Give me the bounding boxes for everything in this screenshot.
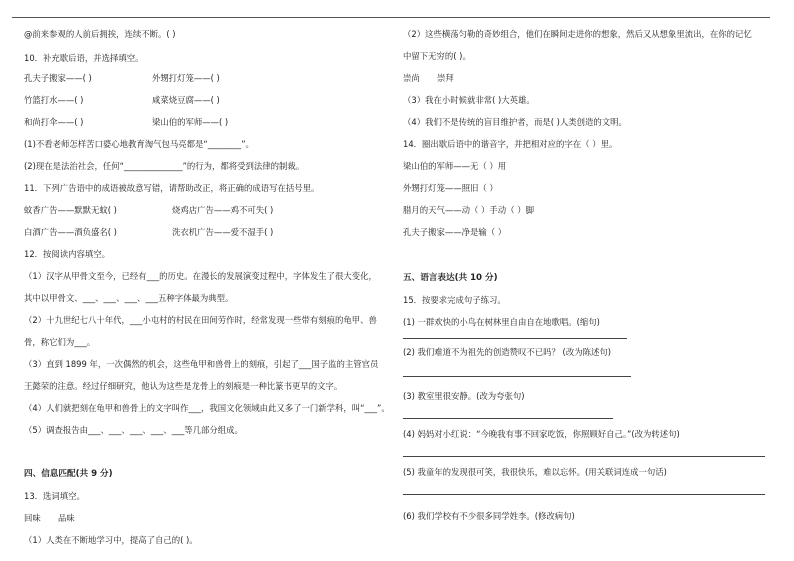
homophone-item-2: 外甥打灯笼——照旧（ ） bbox=[403, 183, 498, 193]
reading-para-5: （5）调查报告由___、___、___、___、___等几部分组成。 bbox=[24, 425, 243, 435]
question-12-title: 12．按阅读内容填空。 bbox=[24, 249, 111, 259]
question-14-title: 14．圈出歇后语中的谐音字，并把相对应的字在（ ）里。 bbox=[403, 139, 618, 149]
homophone-item-4: 孔夫子搬家——净是输（ ） bbox=[403, 227, 507, 237]
word-choice-3: 崇尚 bbox=[403, 73, 420, 83]
word-choice-4: 崇拜 bbox=[437, 73, 454, 83]
answer-line-5[interactable] bbox=[403, 494, 765, 495]
word-choice-1: 回味 bbox=[24, 513, 41, 523]
question-13-title: 13．选词填空。 bbox=[24, 491, 85, 501]
section-5-heading: 五、语言表达(共 10 分) bbox=[403, 273, 498, 283]
sentence-task-3: (3) 教室里很安静。(改为夸张句) bbox=[403, 391, 525, 401]
answer-line-2[interactable] bbox=[403, 376, 631, 377]
idiom-blank-6: 梁山伯的军师——( ) bbox=[152, 117, 229, 127]
ad-item-2: 烧鸡店广告——鸡不可失( ) bbox=[172, 205, 274, 215]
sentence-task-4: (4) 妈妈对小红说：“今晚我有事不回家吃饭，你照顾好自己。”(改为转述句) bbox=[403, 429, 680, 439]
reading-para-3: （3）直到 1899 年，一次偶然的机会，这些龟甲和兽骨上的刻痕，引起了___国子监的主管官员 bbox=[24, 359, 379, 369]
question-11-title: 11．下列广告语中的成语被故意写错，请帮助改正，将正确的成语写在括号里。 bbox=[24, 183, 320, 193]
question-13-sub-1: （1）人类在不断地学习中，提高了自己的( )。 bbox=[24, 535, 198, 545]
question-10-sub-1: (1)不看老师怎样苦口婆心地教育淘气包马亮都是“________”。 bbox=[24, 139, 254, 149]
ad-item-3: 白酒广告——酒负盛名( ) bbox=[24, 227, 117, 237]
answer-line-3[interactable] bbox=[403, 418, 613, 419]
idiom-blank-2: 外甥打灯笼——( ) bbox=[152, 73, 220, 83]
sentence-task-6: (6) 我们学校有不少很多同学姓李。(修改病句) bbox=[403, 511, 575, 521]
question-9-item-4: @前来参观的人前后拥挨，连续不断。( ) bbox=[24, 29, 176, 39]
question-13-sub-3: （3）我在小时候就非常( )大英雄。 bbox=[403, 95, 535, 105]
sentence-task-1: (1) 一群欢快的小鸟在树林里自由自在地歌唱。(缩句) bbox=[403, 317, 600, 327]
idiom-blank-4: 咸菜烧豆腐——( ) bbox=[152, 95, 220, 105]
question-13-sub-2: （2）这些横荡匀勒的奇妙组合，他们在瞬间走进你的想象，然后又从想象里流出，在你的记忆 bbox=[403, 29, 752, 39]
question-10-title: 10．补充歇后语，并选择填空。 bbox=[24, 53, 144, 63]
sentence-task-2: (2) 我们难道不为祖先的创造赞叹不已吗？ (改为陈述句) bbox=[403, 347, 611, 357]
reading-para-1: （1）汉字从甲骨文至今，已经有___的历史。在漫长的发展演变过程中，字体发生了很大变化， bbox=[24, 271, 377, 281]
section-4-heading: 四、信息匹配(共 9 分) bbox=[24, 469, 113, 479]
ad-item-1: 蚊香广告——默默无蚊( ) bbox=[24, 205, 117, 215]
question-13-sub-4: （4）我们不是传统的盲目维护者，而是( )人类创造的文明。 bbox=[403, 117, 627, 127]
question-10-sub-2: (2)现在是法治社会，任何“______________”的行为，都将受到法律的制裁。 bbox=[24, 161, 305, 171]
reading-para-2: （2）十九世纪七八十年代，___小屯村的村民在田间劳作时，经常发现一些带有刻痕的龟甲、兽 bbox=[24, 315, 377, 325]
idiom-blank-3: 竹篮打水——( ) bbox=[24, 95, 84, 105]
answer-line-4[interactable] bbox=[403, 456, 765, 457]
homophone-item-3: 腊月的天气——动（ ）手动（ ）脚 bbox=[403, 205, 534, 215]
sentence-task-5: (5) 我童年的发现很可笑，我很快乐，难以忘怀。(用关联词连成一句话) bbox=[403, 467, 667, 477]
question-13-sub-2-cont: 中留下无穷的( )。 bbox=[403, 51, 471, 61]
reading-para-2-cont: 骨，称它们为___。 bbox=[24, 337, 96, 347]
reading-para-4: （4）人们就把刻在龟甲和兽骨上的文字叫作___，我国文化领域由此又多了一门新学科，叫“___”。 bbox=[24, 403, 390, 413]
idiom-blank-1: 孔夫子搬家——( ) bbox=[24, 73, 92, 83]
reading-para-1-cont: 其中以甲骨文、___、___、___、___五种字体最为典型。 bbox=[24, 293, 234, 303]
ad-item-4: 洗衣机广告——爱不湿手( ) bbox=[172, 227, 274, 237]
header-rule bbox=[12, 17, 770, 18]
word-choice-2: 品味 bbox=[58, 513, 75, 523]
answer-line-1[interactable] bbox=[403, 338, 627, 339]
idiom-blank-5: 和尚打伞——( ) bbox=[24, 117, 84, 127]
reading-para-3-cont: 王懿荣的注意。经过仔细研究，他认为这些是龙骨上的刻痕是一种比篆书更早的文字。 bbox=[24, 381, 343, 391]
question-15-title: 15．按要求完成句子练习。 bbox=[403, 295, 506, 305]
homophone-item-1: 梁山伯的军师——无（ ）用 bbox=[403, 161, 507, 171]
